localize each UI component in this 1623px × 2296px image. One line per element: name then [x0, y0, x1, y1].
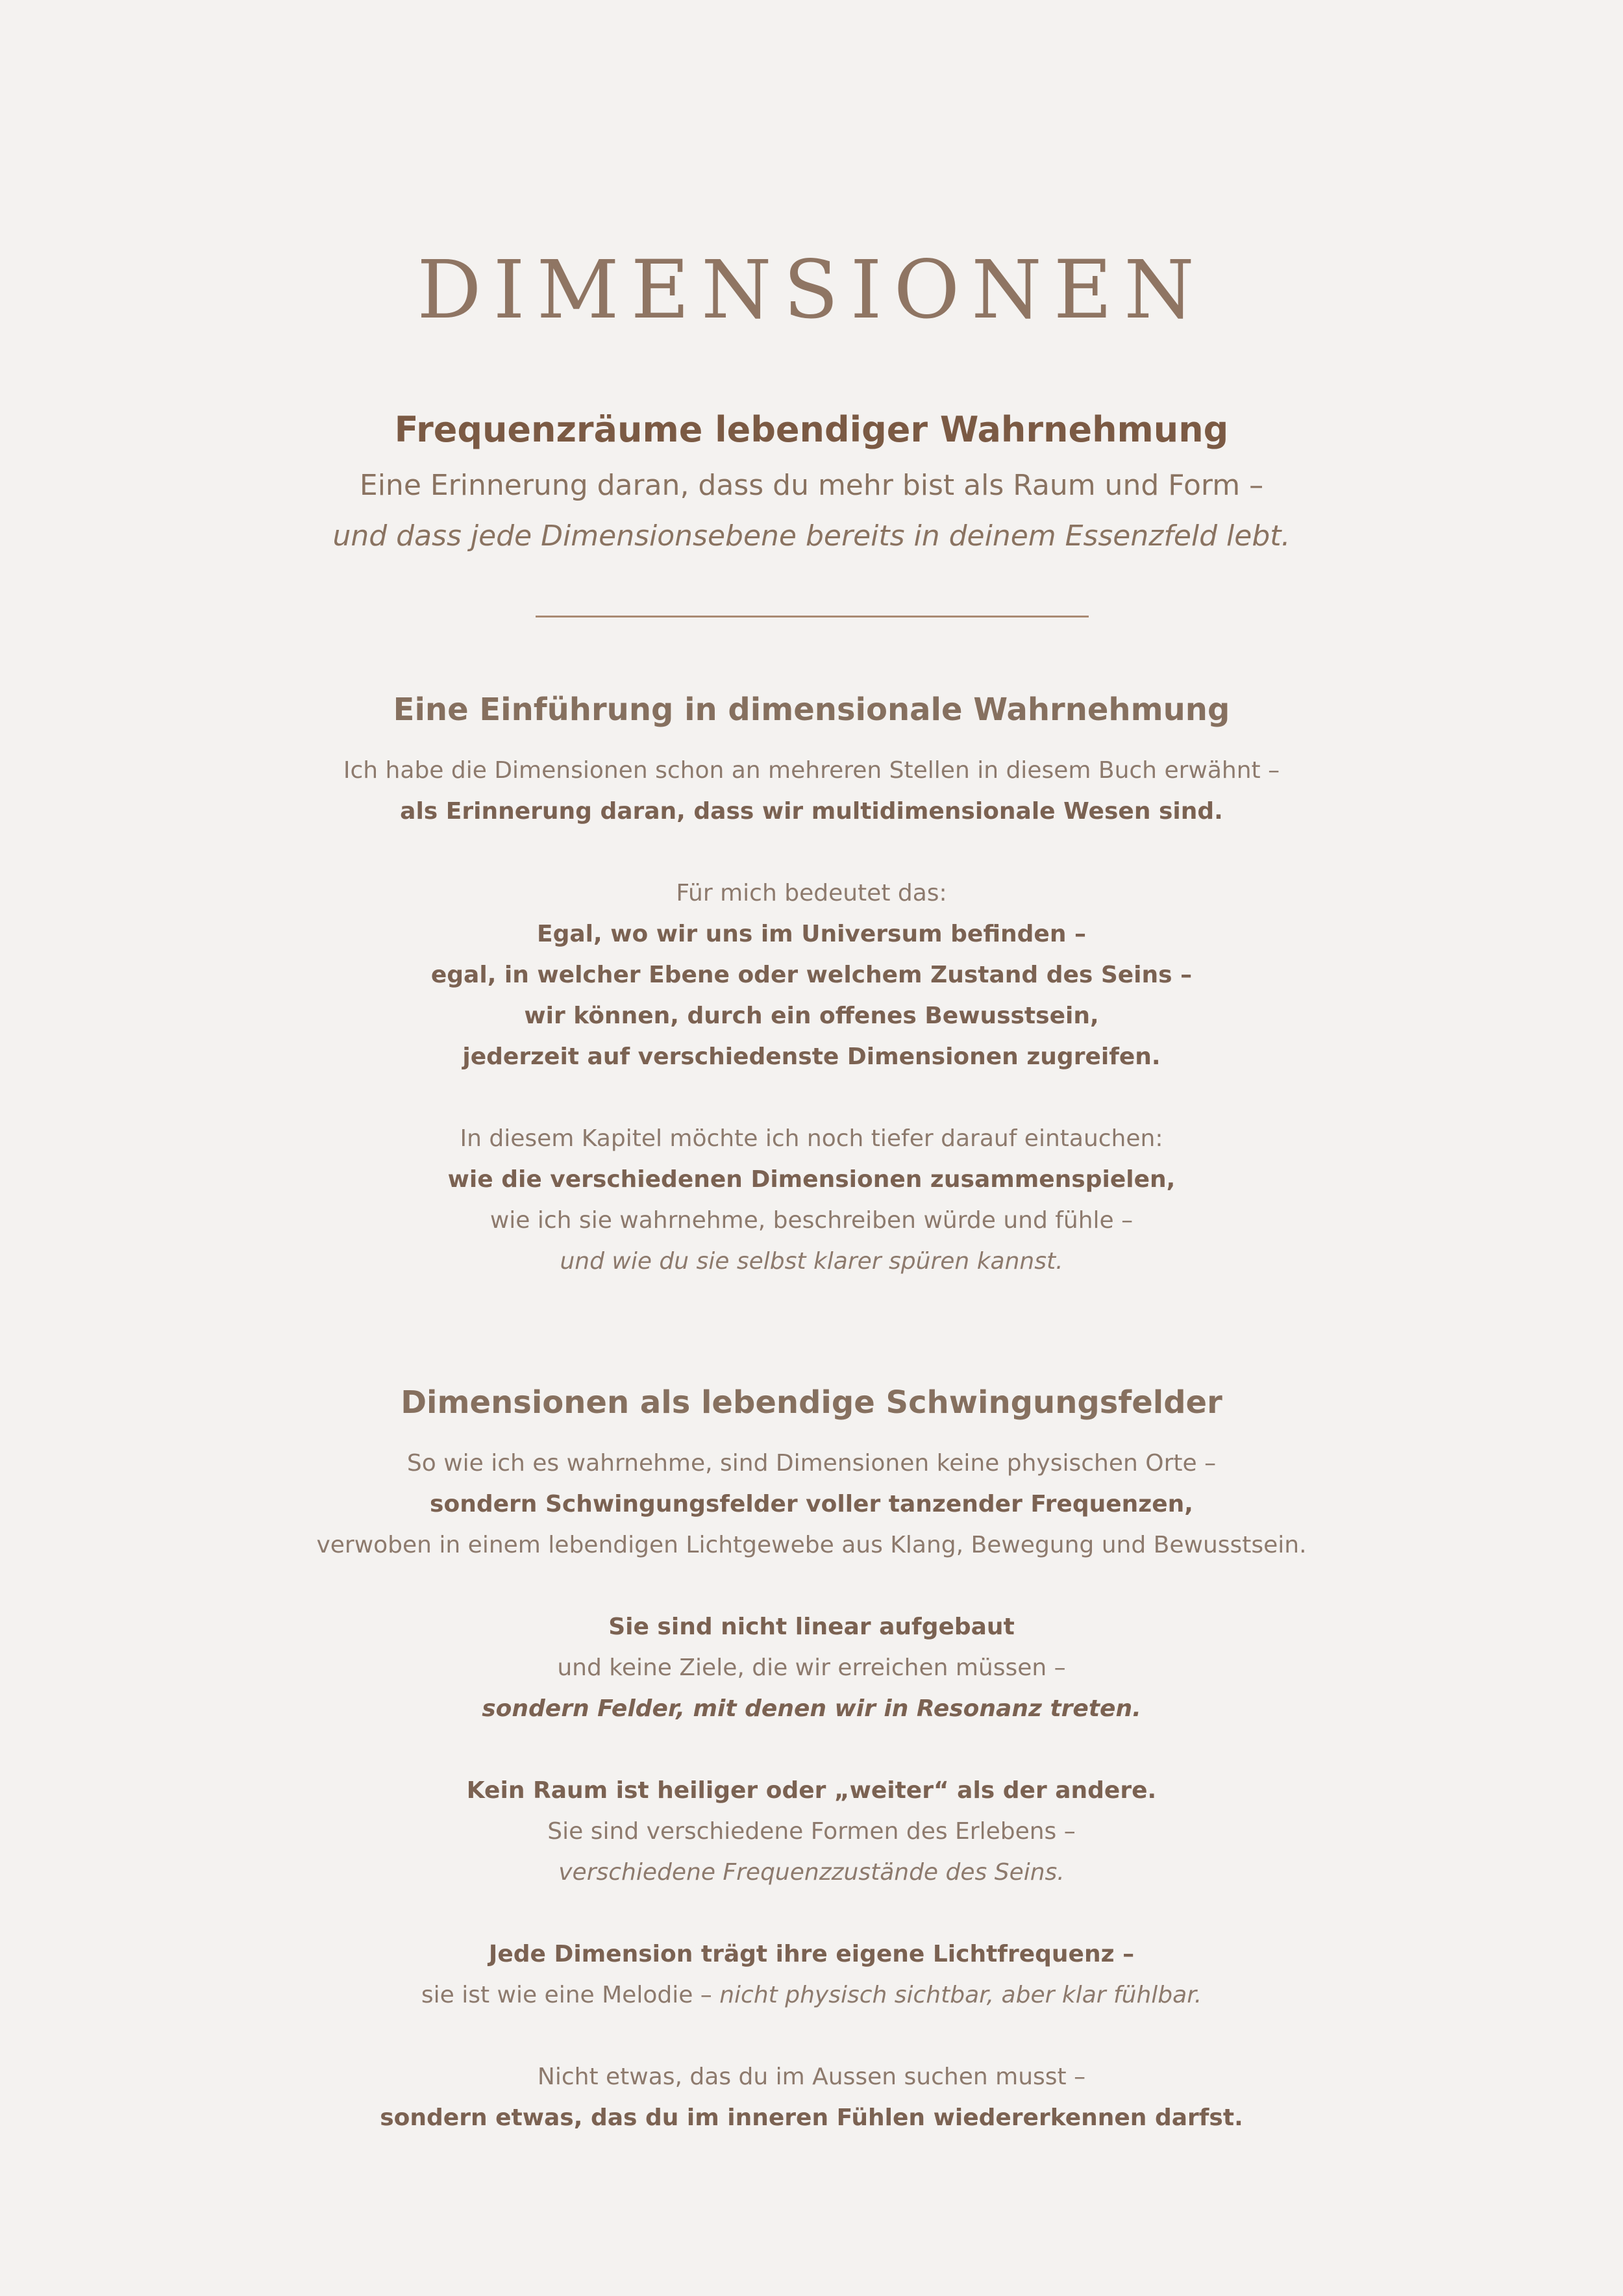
paragraph-line: Kein Raum ist heiliger oder „weiter“ als der andere.: [466, 1777, 1157, 1804]
paragraph-line-part: sie ist wie eine Melodie –: [421, 1982, 720, 2008]
paragraph-line: sondern etwas, das du im inneren Fühlen wiedererkennen darfst.: [380, 2104, 1243, 2131]
paragraph-line: So wie ich es wahrnehme, sind Dimensionen keine physischen Orte –: [406, 1450, 1217, 1477]
paragraph-line: sondern Schwingungsfelder voller tanzender Frequenzen,: [430, 1491, 1193, 1517]
section-heading-vibration-fields: Dimensionen als lebendige Schwingungsfelder: [401, 1384, 1222, 1421]
paragraph-line: Sie sind nicht linear aufgebaut: [608, 1614, 1015, 1640]
paragraph-line: Nicht etwas, das du im Aussen suchen musst –: [537, 2064, 1086, 2090]
section-heading-introduction: Eine Einführung in dimensionale Wahrnehmung: [393, 692, 1230, 728]
paragraph-gap: [0, 2015, 1623, 2056]
paragraph-line: [0, 1975, 1623, 2015]
page-subtitle: Frequenzräume lebendiger Wahrnehmung: [394, 409, 1229, 450]
paragraph-line: wie ich sie wahrnehme, beschreiben würde und fühle –: [489, 1207, 1134, 1234]
paragraph-gap: [0, 1729, 1623, 1770]
paragraph-line: als Erinnerung daran, dass wir multidimensionale Wesen sind.: [400, 798, 1223, 825]
paragraph-line: verwoben in einem lebendigen Lichtgewebe aus Klang, Bewegung und Bewusstsein.: [316, 1532, 1307, 1558]
paragraph-line: In diesem Kapitel möchte ich noch tiefer darauf eintauchen:: [460, 1125, 1163, 1152]
paragraph-line: egal, in welcher Ebene oder welchem Zustand des Seins –: [430, 962, 1193, 988]
paragraph-line: Sie sind verschiedene Formen des Erlebens –: [547, 1818, 1076, 1845]
intro-line-1: Eine Erinnerung daran, dass du mehr bist als Raum und Form –: [359, 469, 1264, 502]
paragraph-line: und keine Ziele, die wir erreichen müssen –: [557, 1654, 1066, 1681]
paragraph-line: Jede Dimension trägt ihre eigene Lichtfrequenz –: [488, 1941, 1135, 1967]
paragraph-line: sondern Felder, mit denen wir in Resonanz treten.: [482, 1695, 1141, 1722]
paragraph-line: Egal, wo wir uns im Universum befinden –: [537, 921, 1086, 947]
section-divider: [536, 616, 1089, 618]
paragraph-gap: [0, 1566, 1623, 1606]
paragraph-line: Für mich bedeutet das:: [676, 880, 947, 906]
section-body-introduction: [0, 750, 1623, 1282]
paragraph-line: jederzeit auf verschiedenste Dimensionen zugreifen.: [462, 1043, 1161, 1070]
paragraph-line: wie die verschiedenen Dimensionen zusammenspielen,: [447, 1166, 1176, 1193]
paragraph-line: Ich habe die Dimensionen schon an mehreren Stellen in diesem Buch erwähnt –: [343, 757, 1280, 784]
page-title: DIMENSIONEN: [417, 243, 1206, 337]
paragraph-line-part: nicht physisch sichtbar, aber klar fühlbar.: [719, 1982, 1202, 2008]
paragraph-gap: [0, 1077, 1623, 1118]
paragraph-gap: [0, 832, 1623, 873]
paragraph-gap: [0, 1893, 1623, 1934]
paragraph-line: und wie du sie selbst klarer spüren kannst.: [560, 1248, 1063, 1275]
paragraph-line: verschiedene Frequenzzustände des Seins.: [558, 1859, 1065, 1886]
intro-line-2: und dass jede Dimensionsebene bereits in deinem Essenzfeld lebt.: [332, 519, 1291, 553]
section-body-vibration-fields: [0, 1443, 1623, 2138]
paragraph-line: wir können, durch ein offenes Bewusstsein,: [524, 1003, 1099, 1029]
